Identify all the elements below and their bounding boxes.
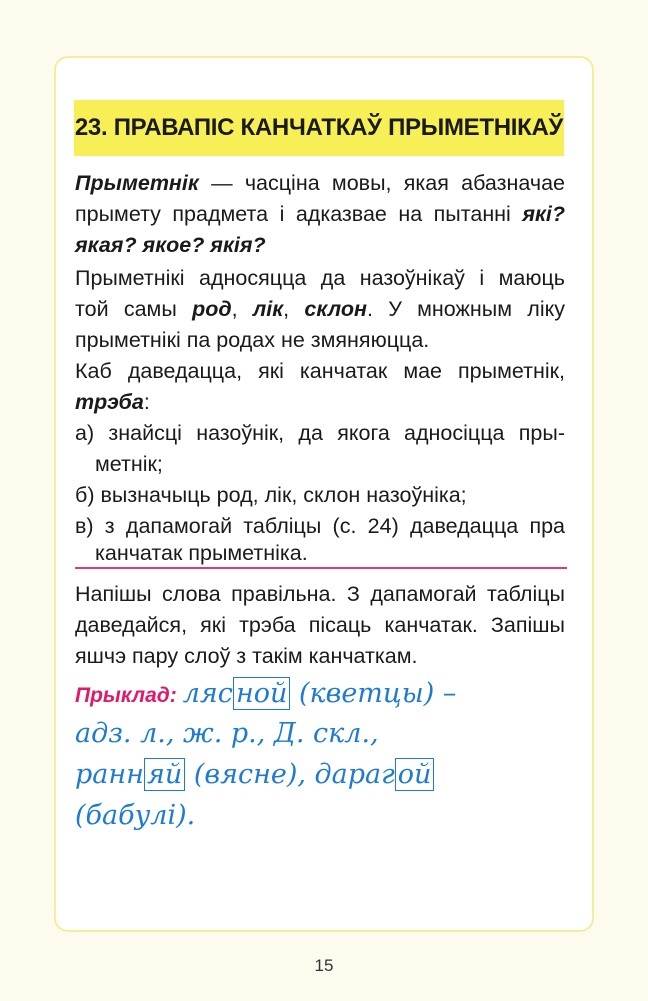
page-number: 15 bbox=[314, 956, 334, 975]
term-gender: род bbox=[192, 297, 232, 321]
howto-line-2 bbox=[75, 387, 565, 418]
example-line-1 bbox=[75, 676, 565, 714]
example-word-2-stem: ранн bbox=[75, 759, 144, 790]
agreement-text-2-end: . У множным ліку bbox=[366, 297, 565, 321]
example-grammar: адз. л., ж. р., Д. скл., bbox=[75, 718, 379, 749]
definition-line-3 bbox=[75, 230, 565, 261]
questions: якая? якое? якія? bbox=[75, 233, 266, 257]
step-a-text-1: а) знайсці назоўнік, да якога адносіцца пры- bbox=[75, 421, 565, 445]
task-text-2: даведайся, які трэба пісаць канчатак. Запішы bbox=[75, 613, 565, 637]
step-v-text-2: канчатак прыметніка. bbox=[95, 541, 308, 565]
section-divider bbox=[75, 567, 567, 569]
example-word-2-rest: (вясне), дараг bbox=[185, 759, 395, 790]
step-b-line bbox=[75, 480, 565, 511]
howto-text-1: Каб даведацца, які канчатак мае прыметнік, bbox=[75, 359, 565, 383]
howto-colon: : bbox=[143, 390, 150, 414]
task-text-3: яшчэ пару слоў з такім канчаткам. bbox=[75, 644, 418, 668]
agreement-line-3 bbox=[75, 325, 565, 356]
task-line-2 bbox=[75, 610, 565, 641]
step-a-line-2 bbox=[75, 449, 585, 480]
example-word-4: (бабулі). bbox=[75, 800, 196, 831]
definition-line-2 bbox=[75, 199, 565, 230]
agreement-text-2: той самы bbox=[75, 297, 177, 321]
section-title: 23. ПРАВАПІС КАНЧАТКАЎ ПРЫМЕТНІКАЎ bbox=[74, 114, 564, 141]
definition-text-1: — часціна мовы, якая абазначае bbox=[211, 171, 565, 195]
definition-line-1 bbox=[75, 168, 565, 199]
task-line-1 bbox=[75, 579, 565, 610]
task-text-1: Напішы слова правільна. З дапамогай табліцы bbox=[75, 582, 565, 606]
agreement-text-1: Прыметнікі адносяцца да назоўнікаў і маюць bbox=[75, 266, 565, 290]
step-a-text-2: метнік; bbox=[95, 452, 163, 476]
step-v-line-2 bbox=[75, 538, 585, 569]
term-case: склон bbox=[304, 297, 367, 321]
question-which: які? bbox=[522, 202, 565, 226]
step-v-text-1: в) з дапамогай табліцы (с. 24) даведацца пра bbox=[75, 514, 565, 538]
example-line-2 bbox=[75, 716, 565, 752]
example-word-1-ending: ной bbox=[233, 677, 290, 710]
agreement-line-2: той самы род, лік, склон. У множным ліку bbox=[75, 297, 565, 321]
example-word-1 bbox=[183, 677, 457, 710]
example-word-2-ending: яй bbox=[144, 758, 185, 791]
definition-text-2: прымету прадмета і адказвае на пытанні bbox=[75, 202, 511, 226]
example-line-3 bbox=[75, 757, 565, 793]
example-label: Прыклад: bbox=[75, 684, 177, 707]
step-b-text: б) вызначыць род, лік, склон назоўніка; bbox=[75, 483, 467, 507]
example-word-3-ending: ой bbox=[395, 758, 435, 791]
example-word-1-stem: ляс bbox=[182, 678, 233, 709]
step-a-line-1 bbox=[75, 418, 565, 449]
howto-line-1 bbox=[75, 356, 565, 387]
example-line-4 bbox=[75, 798, 565, 834]
example-word-1-rest: (кветцы) – bbox=[290, 678, 457, 709]
agreement-line-1 bbox=[75, 263, 565, 294]
section-title-band bbox=[74, 100, 564, 156]
term-number: лік bbox=[252, 297, 284, 321]
agreement-text-3: прыметнікі па родах не змяняюцца. bbox=[75, 328, 430, 352]
term-need: трэба bbox=[75, 390, 144, 414]
term-adjective: Прыметнік bbox=[75, 171, 199, 195]
task-line-3 bbox=[75, 641, 565, 672]
